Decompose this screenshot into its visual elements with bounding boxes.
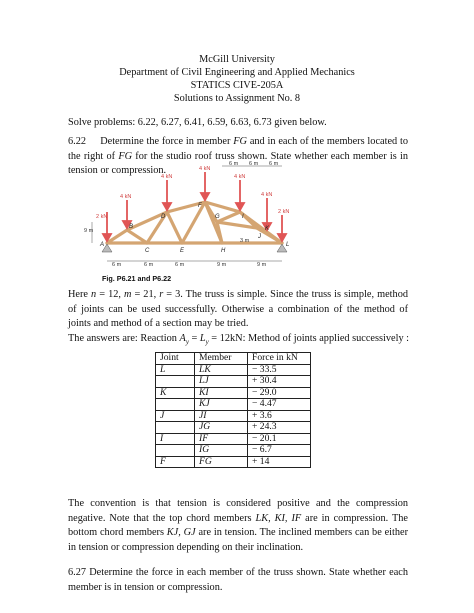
joint-f: F: [198, 203, 202, 209]
member-de: [167, 212, 182, 243]
problem-text-b: and in each of the members located to the right of: [68, 136, 409, 162]
problem-text-c: for the studio roof truss shown. State whether each member is in tension or compression.: [68, 150, 408, 176]
joint-c: C: [145, 248, 150, 254]
joint-j: J: [258, 234, 261, 240]
joint-e: E: [180, 248, 185, 254]
table-row: [156, 445, 311, 457]
header-joint: Joint: [156, 353, 195, 365]
header-course: STATICS CIVE-205A: [190, 80, 284, 91]
answers-a: The answers are: Reaction: [68, 333, 180, 344]
dim-bottom-2: 6 m: [144, 262, 154, 268]
load-label-6: 4 kN: [261, 192, 273, 198]
p1-eq1: = 12,: [96, 289, 124, 300]
answers-c: kN: Method of joints applied successively :: [230, 333, 410, 344]
header-university: McGill University: [199, 54, 275, 65]
header-department: Department of Civil Engineering and Applied Mechanics: [119, 67, 355, 78]
dim-bottom-4: 9 m: [217, 262, 227, 268]
joint-d: D: [161, 214, 166, 220]
var-ly-sub: y: [205, 338, 209, 347]
cell-member: IG: [195, 445, 248, 457]
conv-b: are in compression. The bottom chord members: [68, 512, 408, 538]
answers-line: [68, 332, 413, 350]
truss-figure: [72, 160, 312, 285]
cell-member: KJ: [195, 399, 248, 411]
load-arrow-i: [236, 203, 244, 210]
load-label-2: 4 kN: [120, 194, 132, 200]
table-row: [156, 433, 311, 445]
table-row: [156, 399, 311, 411]
member-fg-2: FG: [118, 150, 133, 162]
dim-top-2: 6 m: [249, 161, 259, 167]
load-label-3: 4 kN: [161, 174, 173, 180]
dim-bottom-3: 6 m: [175, 262, 185, 268]
cell-joint: [156, 445, 195, 457]
load-label-1: 2 kN: [96, 214, 108, 220]
cell-member: FG: [195, 456, 248, 468]
table-row: [156, 387, 311, 399]
joint-k: K: [265, 226, 270, 232]
answers-eq: =: [188, 333, 200, 344]
var-r: r: [159, 289, 164, 300]
var-ly: L: [199, 333, 206, 344]
load-label-5: 4 kN: [234, 174, 246, 180]
dim-bottom-5: 9 m: [257, 262, 267, 268]
conv-members-1: LK, KI, IF: [255, 512, 302, 524]
cell-force: + 24.3: [248, 422, 311, 434]
cell-joint: L: [156, 364, 195, 376]
cell-member: LJ: [195, 376, 248, 388]
table-row: [156, 410, 311, 422]
load-label-4: 4 kN: [199, 166, 211, 172]
cell-joint: I: [156, 433, 195, 445]
cell-joint: [156, 422, 195, 434]
joint-g: G: [215, 214, 220, 220]
table-row: [156, 456, 311, 468]
joint-l: L: [286, 242, 290, 248]
member-gi: [217, 212, 240, 222]
dim-top-3: 6 m: [269, 161, 279, 167]
table-header-row: [156, 353, 311, 365]
cell-force: − 29.0: [248, 387, 311, 399]
member-fg: FG: [233, 136, 247, 147]
cell-force: − 33.5: [248, 364, 311, 376]
cell-force: − 6.7: [248, 445, 311, 457]
cell-joint: [156, 399, 195, 411]
cell-force: − 20.1: [248, 433, 311, 445]
conv-members-2: KJ, GJ: [166, 527, 196, 538]
var-ay-sub: y: [185, 338, 189, 347]
problem-627-text: 6.27 Determine the force in each member of the truss shown. State whether each member is in tension or compression.: [68, 567, 408, 593]
intro-line: Solve problems: 6.22, 6.27, 6.41, 6.59, 6.63, 6.73 given below.: [68, 117, 327, 128]
table-row: [156, 376, 311, 388]
joint-a: A: [100, 242, 105, 248]
cell-joint: [156, 376, 195, 388]
load-arrow-d: [163, 203, 171, 210]
convention-paragraph: [68, 497, 408, 555]
p1-eq2: = 21,: [131, 289, 160, 300]
p1-eq3: = 3. The truss is simple. Since the truss is simple, method of joints can be used successfully. Otherwise a combination of the method of joints and method of a section may be tried.: [68, 289, 408, 329]
cell-joint: F: [156, 456, 195, 468]
var-n: n: [91, 289, 97, 300]
answers-b: = 12: [208, 333, 230, 344]
p1-a: Here: [68, 289, 92, 300]
table-row: [156, 364, 311, 376]
cell-joint: J: [156, 410, 195, 422]
table-row: [156, 422, 311, 434]
cell-member: LK: [195, 364, 248, 376]
cell-joint: K: [156, 387, 195, 399]
cell-member: JI: [195, 410, 248, 422]
answer-table: [155, 352, 311, 468]
var-ay: A: [179, 333, 186, 344]
cell-force: + 3.6: [248, 410, 311, 422]
cell-member: JG: [195, 422, 248, 434]
cell-member: IF: [195, 433, 248, 445]
load-arrow-f: [201, 193, 209, 200]
header-member: Member: [195, 353, 248, 365]
figure-caption: Fig. P6.21 and P6.22: [102, 274, 172, 283]
cell-force: + 30.4: [248, 376, 311, 388]
problem-number: 6.22: [68, 136, 87, 147]
cell-force: − 4.47: [248, 399, 311, 411]
cell-force: + 14: [248, 456, 311, 468]
conv-c: are in tension. The inclined members can be either in tension or compression depending on their inclination.: [68, 527, 409, 553]
dim-bottom-1: 6 m: [112, 262, 122, 268]
joint-b: B: [129, 224, 134, 230]
joint-i: I: [242, 214, 244, 220]
member-bc: [127, 230, 147, 243]
header-force: Force in kN: [248, 353, 311, 365]
problem-text-a: Determine the force in member: [100, 136, 234, 147]
var-m: m: [123, 289, 132, 300]
header-assignment: Solutions to Assignment No. 8: [173, 93, 301, 104]
conv-a: The convention is that tension is considered positive and the compression negative. Note that the top chord members: [68, 498, 408, 524]
load-label-7: 2 kN: [278, 209, 290, 215]
dim-top-1: 6 m: [229, 161, 239, 167]
paragraph-1: [68, 288, 408, 332]
cell-member: KI: [195, 387, 248, 399]
joint-h: H: [221, 248, 226, 254]
height-mid: 3 m: [240, 238, 250, 244]
height-left: 9 m: [84, 228, 94, 234]
